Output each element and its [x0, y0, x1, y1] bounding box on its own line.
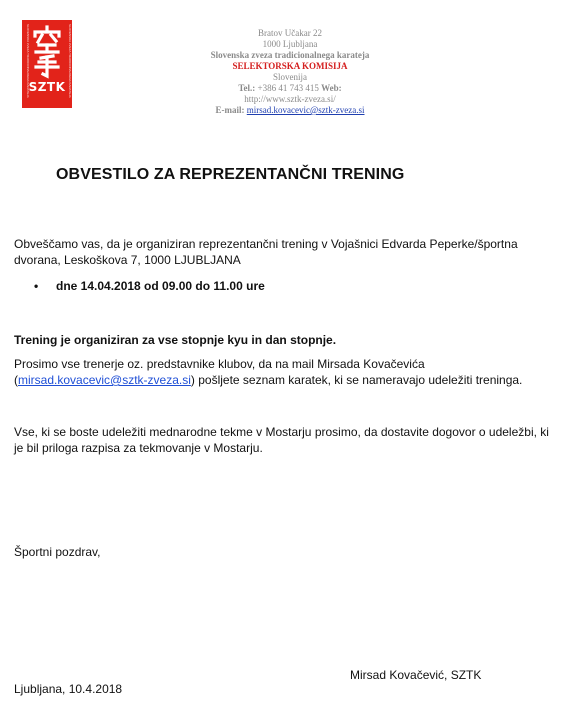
- logo-side-text-right: SLOVENSKA ZVEZA TRADICIONALNEGA KARATEJA: [68, 24, 72, 98]
- bullet-icon: •: [34, 279, 39, 293]
- page-title: OBVESTILO ZA REPREZENTANČNI TRENING: [56, 166, 405, 183]
- mostar-paragraph: [14, 424, 554, 456]
- request-email-link[interactable]: mirsad.kovacevic@sztk-zveza.si: [18, 373, 191, 387]
- sztk-logo: [22, 20, 72, 108]
- header-contact-line: [190, 83, 390, 94]
- date-bullet-text: dne 14.04.2018 od 09.00 do 11.00 ure: [56, 279, 265, 293]
- request-line-1: Prosimo vse trenerje oz. predstavnike klubov, da na mail Mirsada Kovačevića: [14, 357, 425, 371]
- header-street: Bratov Učakar 22: [258, 28, 322, 38]
- header-email-line: [190, 105, 390, 116]
- header-tel: +386 41 743 415: [257, 83, 319, 93]
- header-web-label: Web:: [321, 83, 342, 93]
- header-country: Slovenija: [273, 72, 307, 82]
- intro-line-2: dvorana, Leskoškova 7, 1000 LJUBLJANA: [14, 253, 241, 267]
- mostar-line-2: je bil priloga razpisa za tekmovanje v Mostarju.: [14, 441, 263, 455]
- letterhead: [190, 28, 390, 116]
- logo-side-text-left: SLOVENSKA ZVEZA TRADICIONALNEGA KARATEJA: [26, 24, 30, 98]
- logo-brand-text: SZTK: [28, 80, 66, 94]
- header-city: 1000 Ljubljana: [262, 39, 318, 49]
- mostar-line-1: Vse, ki se boste udeležiti mednarodne tekme v Mostarju prosimo, da dostavite dogovor o udeležbi, ki: [14, 425, 549, 439]
- header-email-link[interactable]: mirsad.kovacevic@sztk-zveza.si: [246, 105, 365, 115]
- header-commission: SELEKTORSKA KOMISIJA: [232, 61, 348, 71]
- signature: Mirsad Kovačević, SZTK: [350, 668, 482, 682]
- request-paragraph: [14, 356, 554, 388]
- header-email-label: E-mail:: [215, 105, 245, 115]
- greeting: Športni pozdrav,: [14, 545, 101, 559]
- karate-kanji-icon: [31, 26, 63, 78]
- levels-paragraph: Trening je organiziran za vse stopnje kyu in dan stopnje.: [14, 333, 337, 347]
- intro-paragraph: [14, 236, 554, 268]
- request-line-2: (mirsad.kovacevic@sztk-zveza.si) pošljete seznam karatek, ki se nameravajo udeležiti treninga.: [14, 373, 523, 387]
- header-tel-label: Tel.:: [238, 83, 256, 93]
- request-line-2-rest: ) pošljete seznam karatek, ki se nameravajo udeležiti treninga.: [190, 373, 523, 387]
- date-bullet: [34, 279, 265, 293]
- place-date: Ljubljana, 10.4.2018: [14, 682, 123, 696]
- header-web[interactable]: http://www.sztk-zveza.si/: [244, 94, 336, 104]
- intro-line-1: Obveščamo vas, da je organiziran reprezentančni trening v Vojašnici Edvarda Peperke/športna: [14, 237, 518, 251]
- header-org: Slovenska zveza tradicionalnega karateja: [210, 50, 370, 60]
